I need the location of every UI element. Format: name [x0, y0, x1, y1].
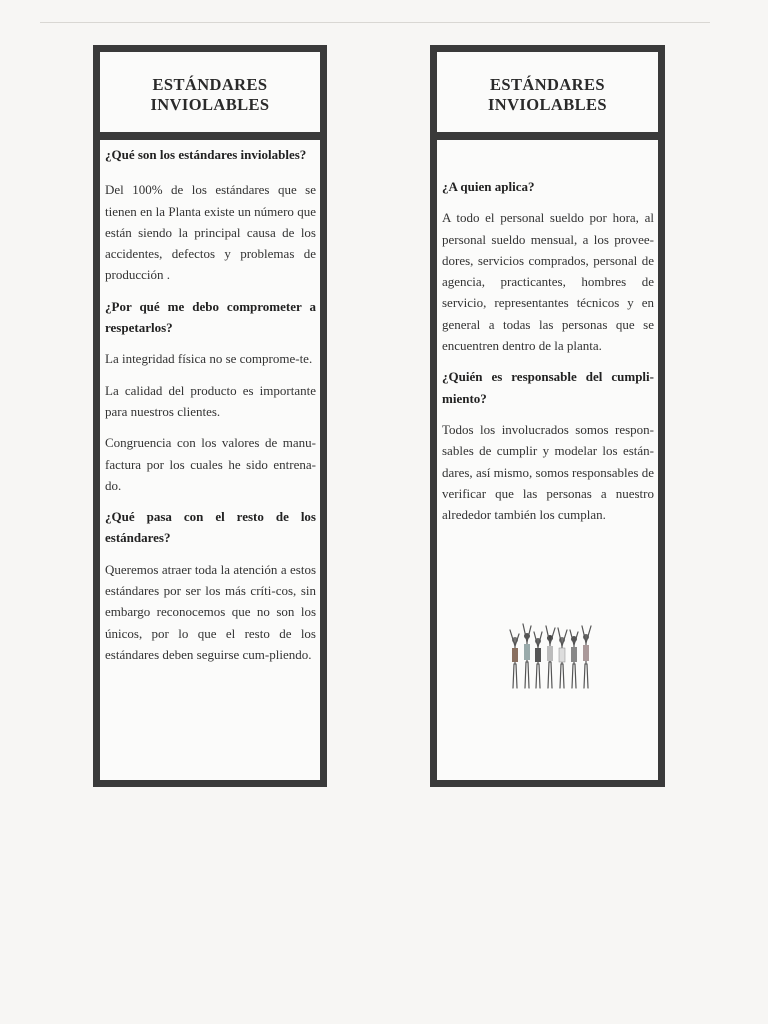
bookmark-body [437, 140, 658, 525]
paragraph-responsibility: Todos los involucrados somos respon-sables de cumplir y modelar los están-dares, así mismo, somos responsables de verificar que las personas a nuestro alrededor también los cumplan. [442, 421, 654, 523]
paragraph-standards-definition: Del 100% de los estándares que se tienen en la Planta existe un número que están siendo la principal causa de los accidentes, defectos y problemas de producción . [105, 182, 316, 283]
bookmark-right [430, 45, 665, 787]
bookmark-title [150, 69, 269, 115]
people-celebrating-icon [505, 622, 605, 694]
bookmark-header [437, 52, 658, 140]
bookmark-body [100, 140, 320, 665]
title-line-2: INVIOLABLES [487, 95, 608, 114]
bookmark-left [93, 45, 327, 787]
title-line-2: INVIOLABLES [150, 95, 270, 114]
bookmark-title [488, 69, 607, 115]
bookmark-header [100, 52, 320, 140]
question-what-are-standards: ¿Qué son los estándares inviolables? [105, 147, 307, 162]
question-who-responsible: ¿Quién es responsable del cumpli-miento? [442, 369, 654, 406]
question-why-commit: ¿Por qué me debo comprometer a respetarlos? [105, 298, 316, 336]
title-line-1: ESTÁNDARES [490, 75, 605, 94]
title-line-1: ESTÁNDARES [152, 75, 268, 94]
paragraph-attention: Queremos atraer toda la atención a estos estándares por ser los más críti-cos, sin embargo reconocemos que no son los únicos, por lo que el resto de los estándares deben seguirse cum-pliendo. [105, 561, 316, 662]
question-rest-of-standards: ¿Qué pasa con el resto de los estándares? [105, 509, 316, 546]
paragraph-who-applies: A todo el personal sueldo por hora, al personal sueldo mensual, a los provee-dores, servicios comprados, personal de agencia, practicantes, hombres de servicio, representantes técnicos y en general a todas las personas que se encuentren dentro de la planta. [442, 210, 654, 354]
paragraph-congruence: Congruencia con los valores de manu-factura por los cuales he sido entrena-do. [105, 435, 316, 493]
paragraph-integrity: La integridad física no se comprome-te. [105, 351, 313, 367]
scan-edge-line [40, 22, 710, 23]
paragraph-quality: La calidad del producto es importante para nuestros clientes. [105, 382, 316, 419]
question-who-applies: ¿A quien aplica? [442, 179, 535, 194]
